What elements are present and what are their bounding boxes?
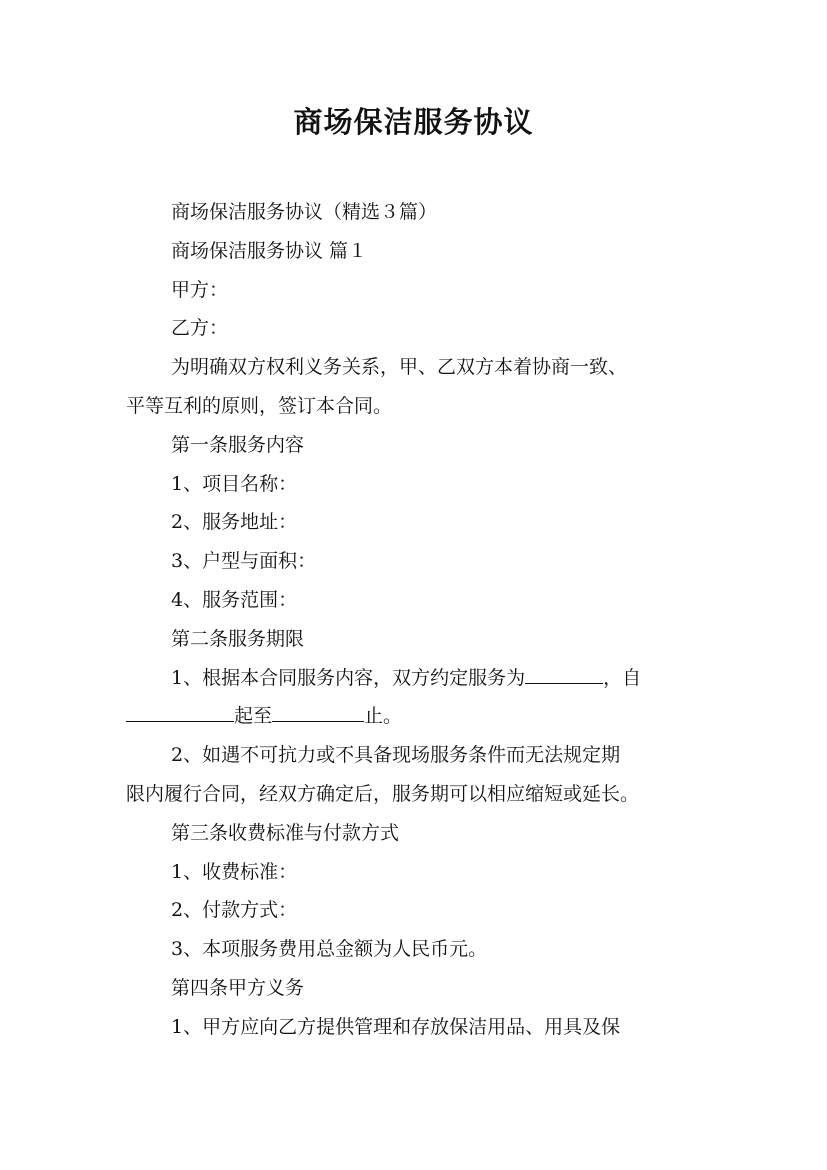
list-item: 3、户型与面积： — [171, 550, 317, 573]
article-heading: 第二条服务期限 — [171, 627, 305, 650]
list-item: 2、服务地址： — [171, 511, 298, 534]
list-item: 1、项目名称： — [171, 472, 298, 495]
list-item: 2、付款方式： — [171, 899, 298, 922]
paragraph-line: 限内履行合同，经双方确定后，服务期可以相应缩短或延长。 — [126, 782, 640, 805]
document-title: 商场保洁服务协议 — [293, 105, 534, 139]
party-a-line: 甲方： — [171, 278, 229, 301]
blank-underline — [126, 703, 234, 722]
document-body — [126, 193, 716, 1047]
blank-underline — [272, 703, 364, 722]
paragraph-line: 为明确双方权利义务关系，甲、乙双方本着协商一致、 — [171, 356, 628, 379]
article-heading: 第四条甲方义务 — [171, 976, 305, 999]
section-heading: 商场保洁服务协议 篇１ — [171, 239, 368, 262]
list-item: 1、甲方应向乙方提供管理和存放保洁用品、用具及保 — [171, 1015, 621, 1038]
list-item: 1、收费标准： — [171, 860, 298, 883]
term-text: 起至 — [234, 705, 273, 728]
term-line — [126, 697, 716, 736]
list-item: 3、本项服务费用总金额为人民币元。 — [171, 938, 488, 961]
term-text: ，自 — [603, 666, 642, 689]
term-text: 止。 — [364, 705, 403, 728]
article-heading: 第三条收费标准与付款方式 — [171, 821, 400, 844]
party-b-line: 乙方： — [171, 317, 229, 340]
list-item: 4、服务范围： — [171, 588, 298, 611]
subtitle-line: 商场保洁服务协议（精选３篇） — [171, 201, 438, 223]
term-text: 1、根据本合同服务内容，双方约定服务为 — [171, 666, 526, 689]
paragraph-line: 2、如遇不可抗力或不具备现场服务条件而无法规定期 — [171, 744, 621, 767]
term-line — [126, 659, 716, 698]
blank-underline — [525, 665, 603, 684]
paragraph-line: 平等互利的原则，签订本合同。 — [126, 394, 393, 417]
article-heading: 第一条服务内容 — [171, 433, 305, 456]
